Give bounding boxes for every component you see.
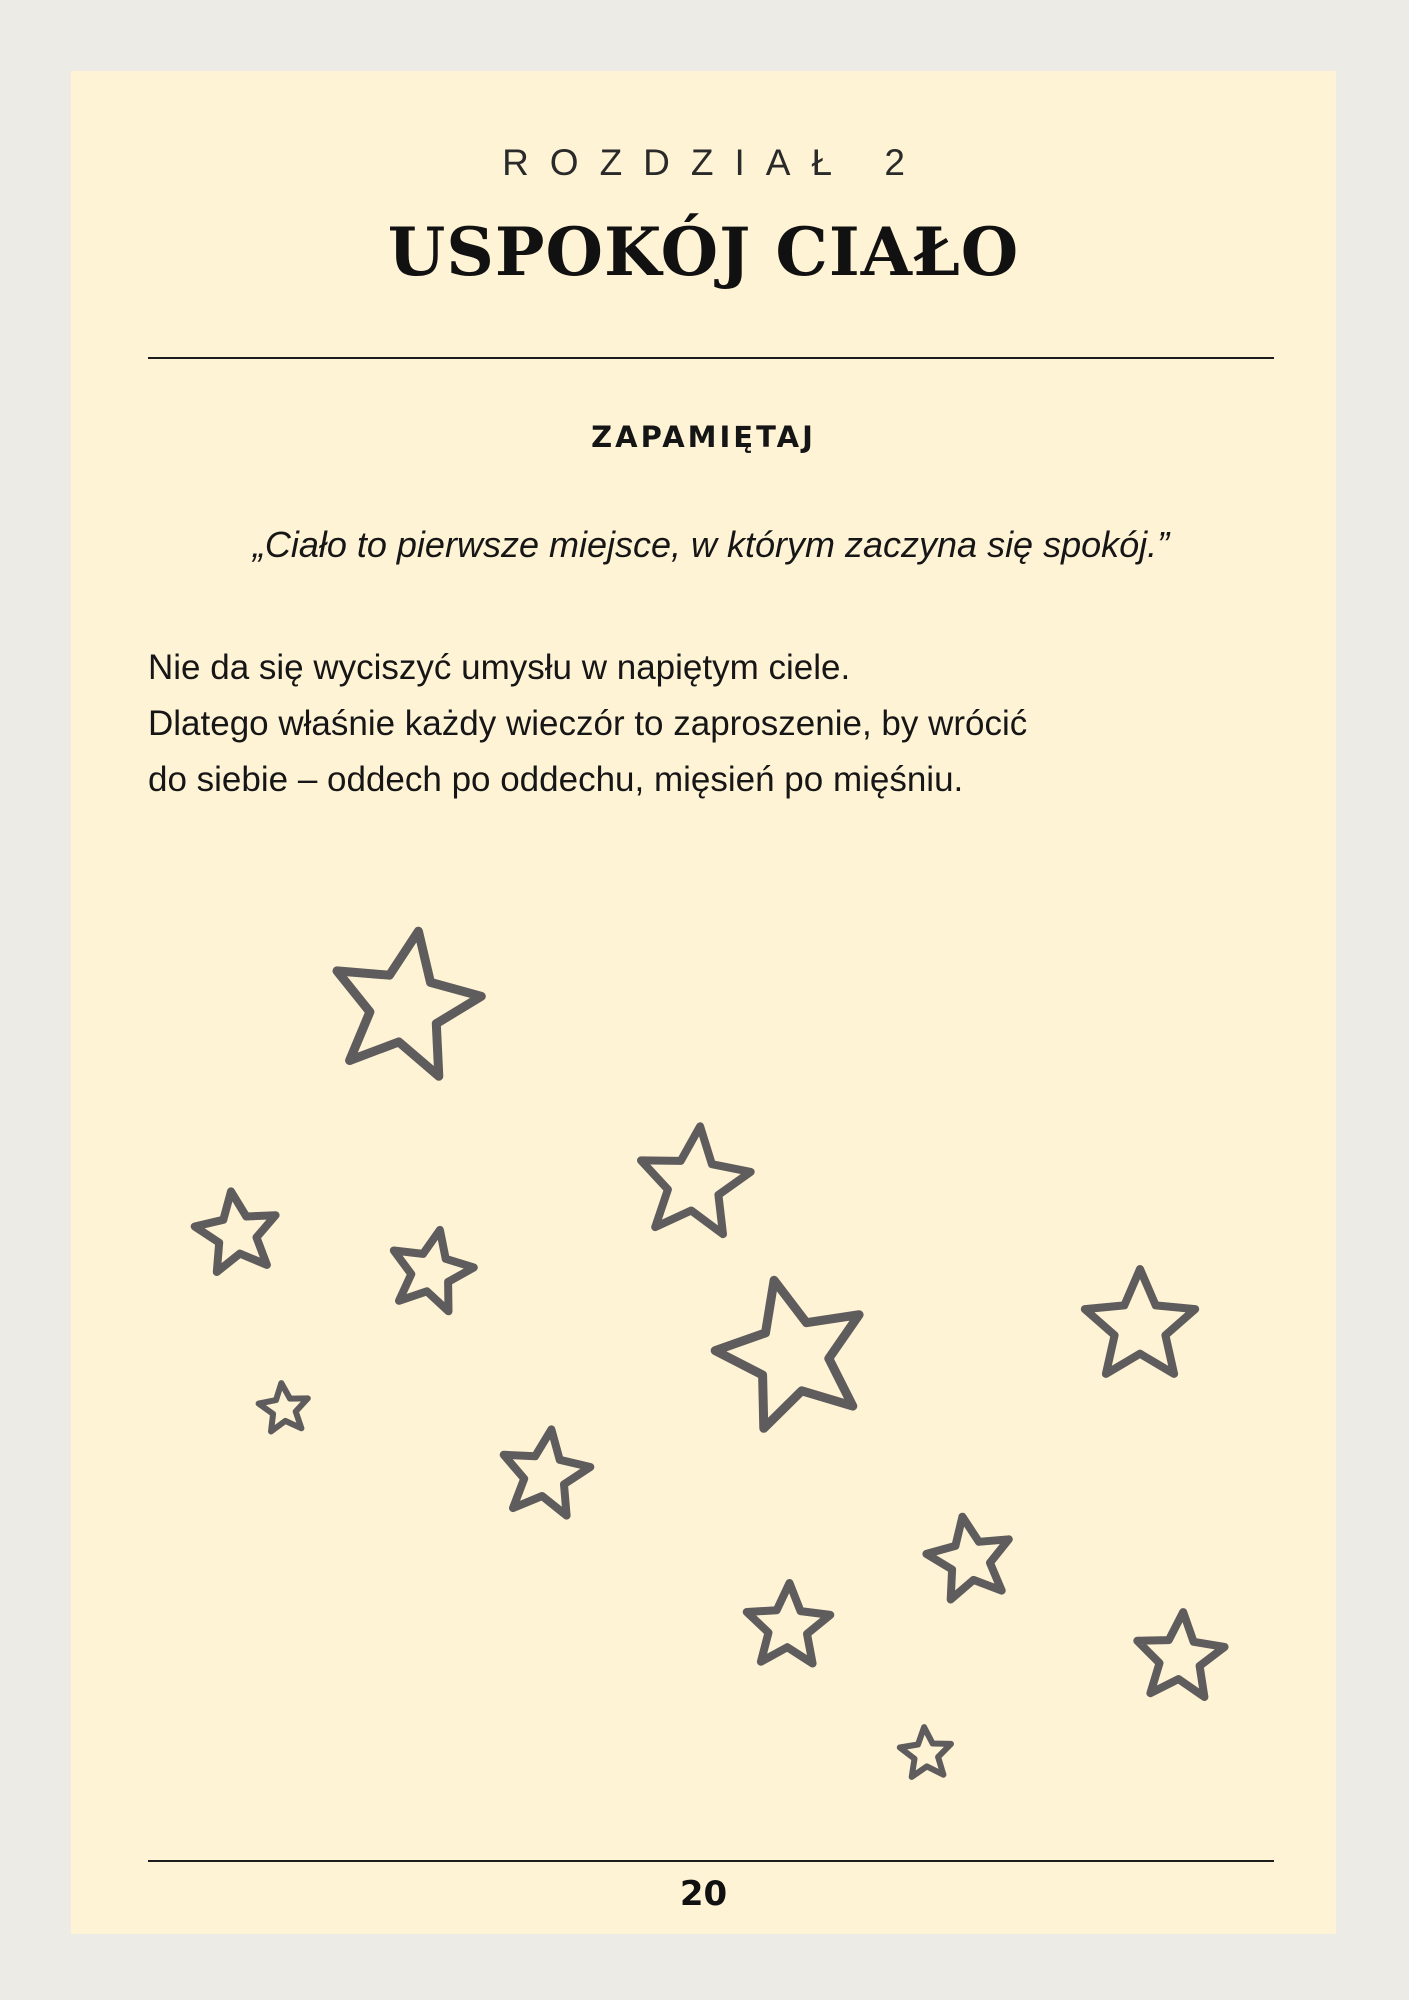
body-line: Nie da się wyciszyć umysłu w napiętym ciele. [148,648,851,687]
quote: „Ciało to pierwsze miejsce, w którym zaczyna się spokój.” [252,524,1170,565]
bottom-divider [148,1860,1274,1862]
body-line: Dlatego właśnie każdy wieczór to zaproszenie, by wrócić [148,704,1028,743]
body-line: do siebie – oddech po oddechu, mięsień po mięśniu. [148,760,964,799]
page [71,71,1336,1934]
chapter-title: USPOKÓJ CIAŁO [387,213,1020,291]
page-number: 20 [679,1874,728,1914]
body-text [148,640,1274,808]
top-divider [148,357,1274,359]
remember-heading: ZAPAMIĘTAJ [591,420,816,454]
chapter-label: ROZDZIAŁ 2 [502,142,926,183]
